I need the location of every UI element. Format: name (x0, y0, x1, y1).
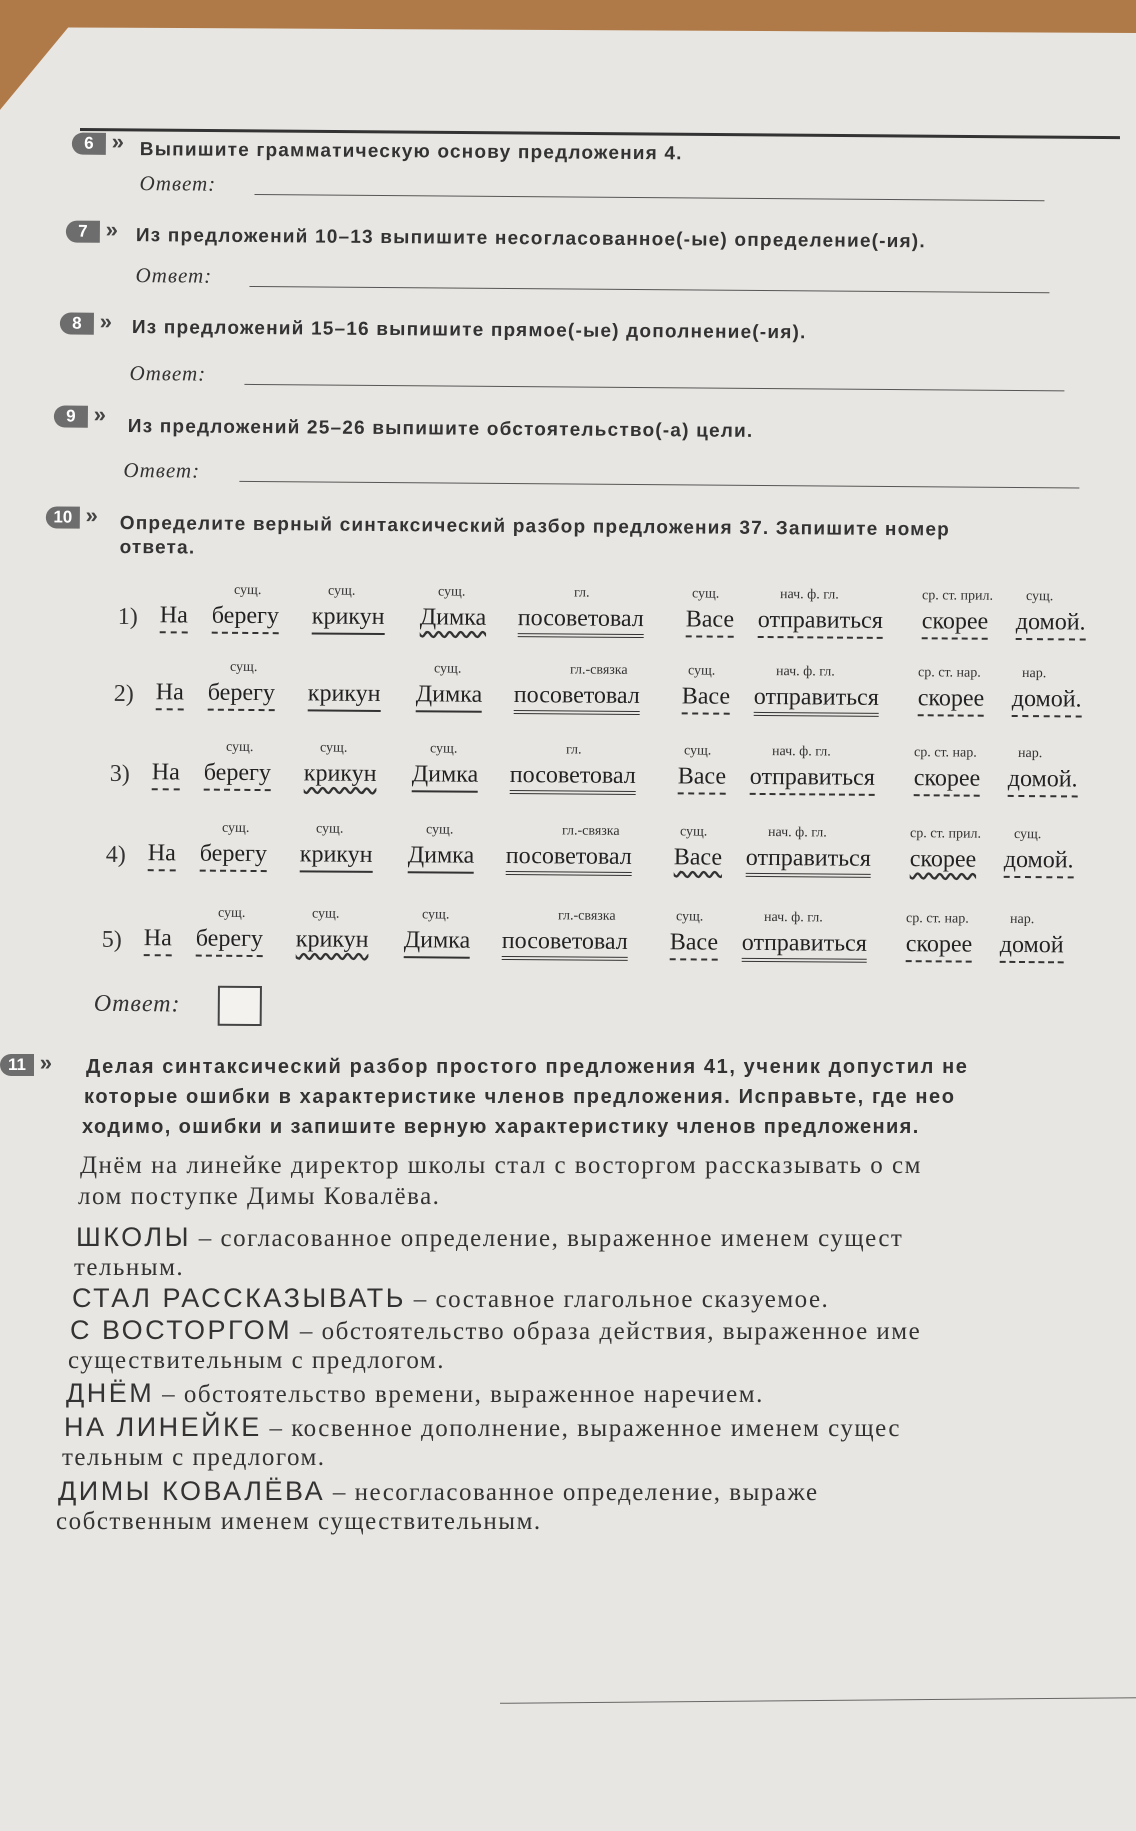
sentence-word: Димка (416, 681, 483, 713)
part-of-speech-tag: гл.-связка (569, 662, 628, 678)
part-of-speech-tag: сущ. (217, 905, 246, 921)
answer-label: Ответ: (123, 457, 201, 483)
member-description: – обстоятельство образа действия, выраженное име (292, 1318, 922, 1345)
sentence-word: посоветовал (518, 605, 644, 638)
text-rest: , ошибки и запишите верную характеристику членов предложения. (164, 1116, 920, 1138)
part-of-speech-tag: сущ. (315, 821, 344, 837)
part-of-speech-tag: ср. ст. прил. (921, 588, 994, 604)
question-number-badge: 9 » (54, 405, 88, 427)
part-of-speech-tag: нач. ф. гл. (775, 664, 835, 680)
sentence-word: берегу (208, 680, 275, 712)
part-of-speech-tag: сущ. (691, 586, 720, 602)
sentence-word: Димка (412, 761, 479, 793)
part-of-speech-tag: гл. (573, 585, 590, 601)
sentence-word: крикун (312, 603, 385, 635)
analysis-item (58, 1476, 819, 1507)
question-text-line3 (82, 1116, 920, 1139)
part-of-speech-tag: сущ. (221, 820, 250, 836)
option-4 (0, 820, 1136, 912)
sentence-word: На (152, 759, 180, 790)
part-of-speech-tag: нар. (1021, 666, 1047, 682)
part-of-speech-tag: сущ. (233, 582, 262, 599)
member-description-continued: собственным именем существительным. (56, 1508, 542, 1535)
part-of-speech-tag: гл. (565, 742, 582, 758)
member-description: – обстоятельство времени, выраженное наречием. (154, 1381, 764, 1408)
sentence-word: скорее (914, 765, 981, 797)
sentence-word: крикун (295, 926, 369, 953)
part-of-speech-tag: ср. ст. нар. (917, 665, 981, 681)
option-1 (0, 582, 1136, 674)
answer-box[interactable] (218, 986, 262, 1026)
part-of-speech-tag: сущ. (683, 743, 712, 759)
sentence-word: крикун (308, 680, 381, 712)
part-of-speech-tag: ср. ст. прил. (909, 826, 982, 842)
sentence-word: отправиться (742, 930, 867, 963)
option-number: 1) (117, 603, 138, 631)
sentence-word: скорее (906, 931, 973, 963)
part-of-speech-tag: сущ. (425, 822, 454, 838)
member-description-continued: тельным. (74, 1254, 185, 1281)
sentence-word: скорее (918, 685, 985, 717)
member-description: – несогласованное определение, выраже (325, 1479, 819, 1506)
member-description: – согласованное определение, выраженное именем сущест (191, 1225, 904, 1252)
answer-label: Ответ: (93, 990, 181, 1018)
question-number-badge: 6 » (72, 133, 106, 155)
option-5 (0, 905, 1136, 997)
option-3 (0, 739, 1136, 831)
sentence-member: ДИМЫ КОВАЛЁВА (58, 1476, 326, 1506)
question-text: Из предложений 10–13 выпишите несогласованное(-ые) определение(-ия). (135, 225, 926, 253)
sentence-word: На (144, 925, 172, 956)
sentence-member: ШКОЛЫ (76, 1222, 191, 1252)
part-of-speech-tag: сущ. (679, 824, 708, 840)
member-description: – составное глагольное сказуемое. (406, 1286, 830, 1313)
question-text: Выпишите грамматическую основу предложения 4. (139, 139, 683, 165)
option-number: 4) (105, 841, 126, 868)
part-of-speech-tag: сущ. (319, 740, 348, 756)
part-of-speech-tag: ср. ст. нар. (913, 745, 977, 761)
part-of-speech-tag: гл.-связка (561, 823, 620, 839)
part-of-speech-tag: сущ. (687, 663, 716, 679)
option-2 (0, 659, 1136, 751)
part-of-speech-tag: сущ. (437, 584, 466, 600)
sentence-word: отправиться (750, 764, 875, 796)
sentence-word: Димка (408, 842, 475, 874)
question-text-line1: Определите верный синтаксический разбор предложения 37. Запишите номер (119, 512, 951, 541)
part-of-speech-tag: ср. ст. нар. (905, 911, 969, 927)
sentence-word: На (148, 840, 176, 871)
answer-label: Ответ: (129, 361, 207, 386)
analysis-item (76, 1222, 903, 1253)
sentence-word: посоветовал (506, 843, 632, 876)
sentence-word: отправиться (754, 684, 879, 717)
analysis-item (70, 1315, 921, 1346)
sentence-word: отправиться (746, 845, 871, 878)
sentence-line1: Днём на линейке директор школы стал с восторгом рассказывать о см (80, 1152, 922, 1179)
answer-label: Ответ: (139, 171, 217, 196)
question-text-line1: Делая синтаксический разбор простого предложения 41, ученик допустил не (86, 1056, 969, 1078)
member-description: – косвенное дополнение, выраженное именем сущес (261, 1415, 901, 1442)
sentence-word: берегу (212, 603, 279, 635)
part-of-speech-tag: сущ. (311, 906, 340, 922)
sentence-member: НА ЛИНЕЙКЕ (64, 1412, 262, 1442)
part-of-speech-tag: нар. (1017, 745, 1043, 762)
question-text-line2: ответа. (119, 536, 196, 559)
part-of-speech-tag: сущ. (1025, 589, 1054, 605)
option-number: 5) (101, 926, 122, 953)
sentence-word: домой (1000, 932, 1064, 964)
sentence-word: домой. (1012, 686, 1082, 718)
question-text: Из предложений 25–26 выпишите обстоятельство(-а) цели. (127, 416, 754, 442)
sentence-word: отправиться (758, 607, 883, 639)
part-of-speech-tag: нар. (1009, 911, 1035, 928)
analysis-item (66, 1378, 764, 1409)
sentence-word: Васе (682, 683, 731, 714)
sentence-word: домой. (1008, 766, 1078, 798)
emphasis: ходимо (82, 1116, 165, 1138)
sentence-word: домой. (1004, 847, 1074, 879)
sentence-line2: лом поступке Димы Ковалёва. (78, 1183, 441, 1210)
sentence-word: На (156, 679, 184, 710)
sentence-member: СТАЛ РАССКАЗЫВАТЬ (72, 1283, 407, 1313)
analysis-item (64, 1412, 901, 1443)
sentence-word: крикун (300, 841, 373, 873)
question-number-badge: 10 » (46, 506, 80, 528)
part-of-speech-tag: сущ. (229, 659, 258, 676)
sentence-word: берегу (204, 760, 271, 792)
sentence-word: Васе (670, 929, 719, 960)
part-of-speech-tag: сущ. (429, 741, 458, 757)
sentence-word: скорее (909, 846, 977, 873)
question-number-badge: 7 » (66, 221, 100, 243)
sentence-word: скорее (922, 608, 989, 640)
option-number: 2) (113, 680, 134, 708)
part-of-speech-tag: сущ. (1013, 826, 1042, 843)
part-of-speech-tag: нач. ф. гл. (771, 744, 831, 760)
sentence-word: Васе (678, 763, 727, 794)
part-of-speech-tag: сущ. (675, 909, 704, 925)
question-number-badge: 11 » (0, 1054, 34, 1076)
part-of-speech-tag: нач. ф. гл. (763, 910, 823, 926)
sentence-word: посоветовал (514, 682, 640, 715)
member-description-continued: тельным с предлогом. (62, 1444, 326, 1471)
sentence-word: крикун (303, 760, 377, 787)
sentence-word: Васе (686, 606, 735, 637)
sentence-word: посоветовал (502, 928, 628, 961)
sentence-word: На (160, 602, 188, 633)
sentence-word: посоветовал (510, 762, 636, 795)
part-of-speech-tag: сущ. (421, 907, 450, 923)
sentence-word: Димка (404, 927, 471, 959)
sentence-member: С ВОСТОРГОМ (70, 1315, 293, 1345)
part-of-speech-tag: нач. ф. гл. (767, 825, 827, 841)
member-description-continued: существительным с предлогом. (68, 1347, 445, 1374)
part-of-speech-tag: сущ. (225, 739, 254, 755)
part-of-speech-tag: нач. ф. гл. (779, 587, 839, 603)
sentence-word: берегу (196, 926, 263, 958)
sentence-word: Димка (419, 604, 487, 631)
analysis-item (72, 1283, 829, 1314)
sentence-word: берегу (200, 841, 267, 873)
question-text-line2: которые ошибки в характеристике членов предложения. Исправьте, где нео (84, 1086, 956, 1108)
sentence-member: ДНЁМ (66, 1378, 155, 1408)
sentence-word: Васе (673, 844, 723, 871)
option-number: 3) (109, 760, 130, 788)
part-of-speech-tag: сущ. (433, 661, 462, 677)
sentence-word: домой. (1016, 609, 1086, 641)
answer-label: Ответ: (135, 263, 213, 288)
question-text: Из предложений 15–16 выпишите прямое(-ые) дополнение(-ия). (131, 317, 807, 344)
part-of-speech-tag: гл.-связка (557, 908, 616, 924)
part-of-speech-tag: сущ. (327, 583, 356, 599)
question-number-badge: 8 » (60, 312, 94, 334)
